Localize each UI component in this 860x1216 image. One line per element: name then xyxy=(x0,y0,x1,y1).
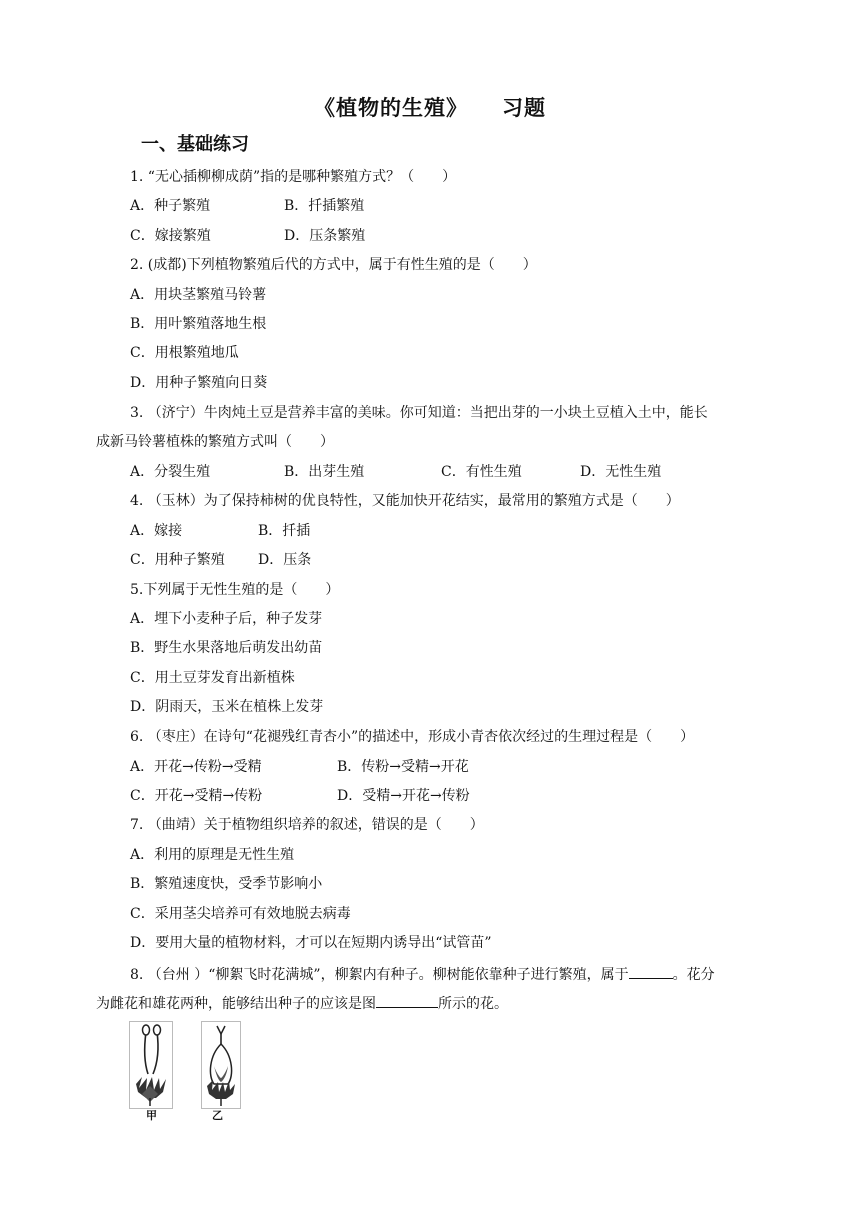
question-5-option-b: B．野生水果落地后萌发出幼苗 xyxy=(130,640,323,656)
question-8-stem-line-1 xyxy=(130,963,715,985)
question-1-option-b: B．扦插繁殖 xyxy=(284,198,365,214)
question-8-stem-part-1: 8. （台州 ）“柳絮飞时花满城”，柳絮内有种子。柳树能依靠种子进行繁殖，属于 xyxy=(130,967,629,983)
question-8-blank-1[interactable] xyxy=(629,963,673,979)
question-5-option-a: A．埋下小麦种子后，种子发芽 xyxy=(130,611,323,627)
question-1-stem: 1. “无心插柳柳成荫”指的是哪种繁殖方式？（ ） xyxy=(130,169,457,185)
question-7-option-c: C．采用茎尖培养可有效地脱去病毒 xyxy=(130,906,351,922)
question-6-option-b: B．传粉→受精→开花 xyxy=(337,759,469,775)
question-4-option-a: A．嫁接 xyxy=(130,523,183,539)
question-8-blank-2[interactable] xyxy=(376,992,438,1008)
question-2-option-d: D．用种子繁殖向日葵 xyxy=(130,375,268,391)
question-7-option-d: D．要用大量的植物材料，才可以在短期内诱导出“试管苗” xyxy=(130,935,492,951)
question-7-option-b: B．繁殖速度快，受季节影响小 xyxy=(130,876,323,892)
question-3-option-a: A．分裂生殖 xyxy=(130,464,211,480)
question-6-option-a: A．开花→传粉→受精 xyxy=(130,759,262,775)
question-7-stem: 7. （曲靖）关于植物组织培养的叙述，错误的是（ ） xyxy=(130,817,484,833)
figure-label-yi: 乙 xyxy=(212,1109,223,1122)
figure-label-jia: 甲 xyxy=(146,1109,157,1122)
question-6-option-d: D．受精→开花→传粉 xyxy=(337,788,470,804)
question-8-stem-line-2-part-2: 所示的花。 xyxy=(438,996,508,1012)
question-5-option-c: C．用土豆芽发育出新植株 xyxy=(130,670,295,686)
male-flower-illustration xyxy=(130,1022,172,1108)
section-heading: 一、基础练习 xyxy=(141,134,249,155)
question-3-option-c: C．有性生殖 xyxy=(441,464,522,480)
question-5-option-d: D．阴雨天，玉米在植株上发芽 xyxy=(130,699,324,715)
question-2-stem: 2. (成都)下列植物繁殖后代的方式中，属于有性生殖的是（ ） xyxy=(130,257,537,273)
question-2-option-b: B．用叶繁殖落地生根 xyxy=(130,316,267,332)
question-2-option-a: A．用块茎繁殖马铃薯 xyxy=(130,287,267,303)
question-4-option-d: D．压条 xyxy=(258,552,312,568)
question-8-stem-part-2: 。花分 xyxy=(672,967,715,983)
figure-yi-female-flower xyxy=(201,1021,241,1109)
female-flower-illustration xyxy=(202,1022,240,1108)
title-sub: 习题 xyxy=(502,96,546,120)
question-8-stem-line-2-part-1: 为雌花和雄花两种，能够结出种子的应该是图 xyxy=(96,996,376,1012)
question-3-option-b: B．出芽生殖 xyxy=(284,464,365,480)
question-3-stem-line-2: 成新马铃薯植株的繁殖方式叫（ ） xyxy=(96,434,334,450)
question-1-option-c: C．嫁接繁殖 xyxy=(130,228,211,244)
figure-jia-male-flower xyxy=(129,1021,173,1109)
title-main: 《植物的生殖》 xyxy=(314,96,468,120)
question-3-stem-line-1: 3. （济宁）牛肉炖土豆是营养丰富的美味。你可知道：当把出芽的一小块土豆植入土中，能长 xyxy=(130,405,708,421)
question-1-option-a: A．种子繁殖 xyxy=(130,198,211,214)
page-title xyxy=(0,92,860,122)
question-4-option-b: B．扦插 xyxy=(258,523,311,539)
question-7-option-a: A．利用的原理是无性生殖 xyxy=(130,847,295,863)
question-6-stem: 6. （枣庄）在诗句“花褪残红青杏小”的描述中，形成小青杏依次经过的生理过程是（ ） xyxy=(130,729,695,745)
question-2-option-c: C．用根繁殖地瓜 xyxy=(130,345,239,361)
question-5-stem: 5.下列属于无性生殖的是（ ） xyxy=(130,582,340,598)
question-4-stem: 4. （玉林）为了保持柿树的优良特性，又能加快开花结实，最常用的繁殖方式是（ ） xyxy=(130,493,680,509)
question-1-option-d: D．压条繁殖 xyxy=(284,228,366,244)
question-3-option-d: D．无性生殖 xyxy=(580,464,662,480)
question-8-stem-line-2 xyxy=(96,992,508,1014)
question-4-option-c: C．用种子繁殖 xyxy=(130,552,225,568)
question-6-option-c: C．开花→受精→传粉 xyxy=(130,788,263,804)
